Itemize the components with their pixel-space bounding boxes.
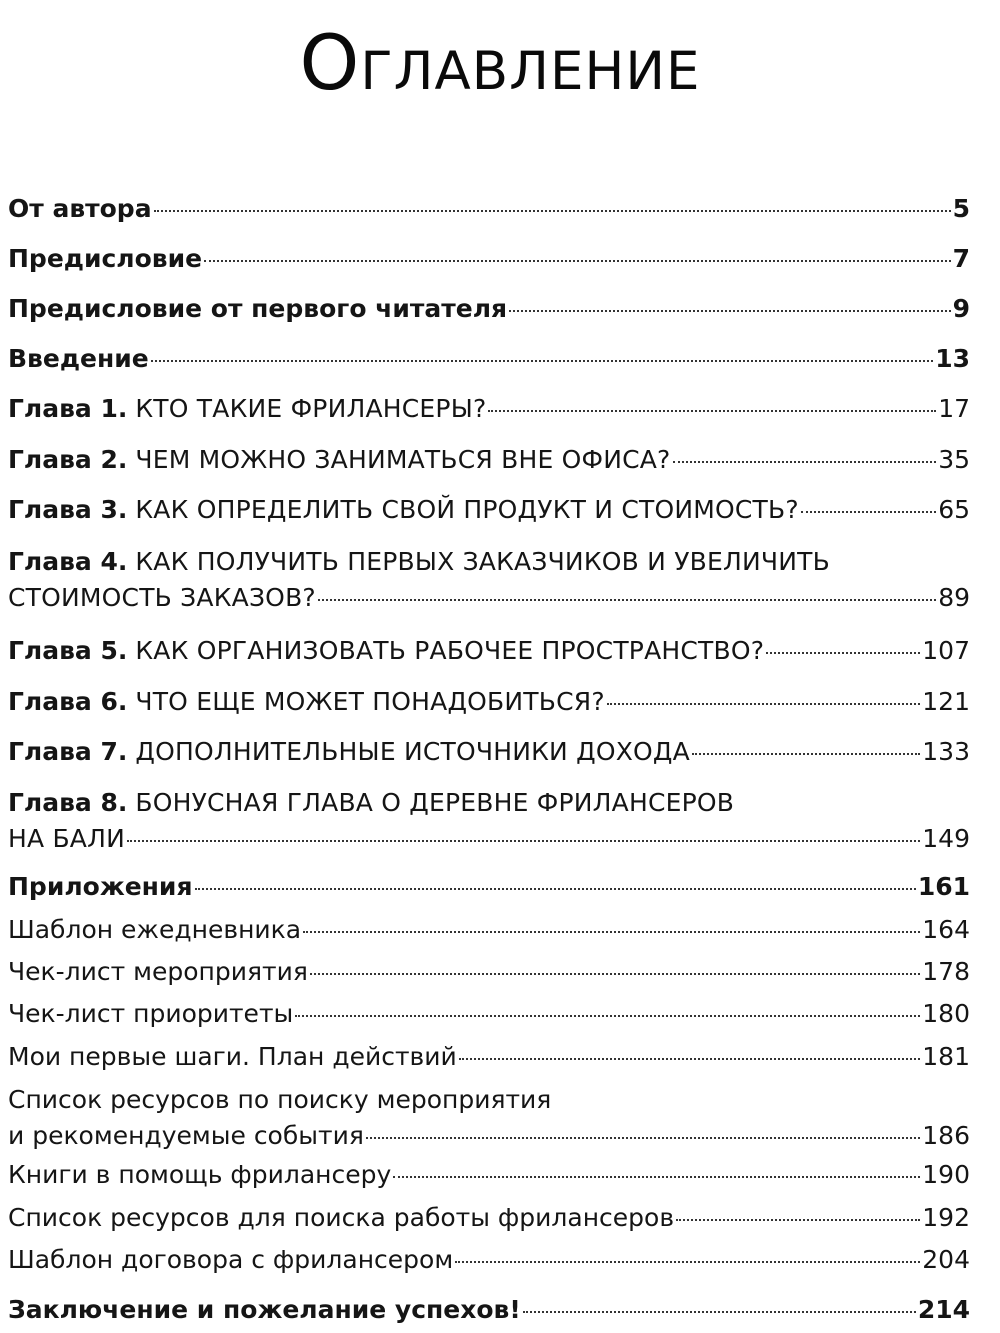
toc-page-number: 17 xyxy=(938,394,970,423)
toc-page-number: 107 xyxy=(922,636,970,665)
chapter-prefix: Глава 2. xyxy=(8,445,128,474)
chapter-title-line-1: КАК ПОЛУЧИТЬ ПЕРВЫХ ЗАКАЗЧИКОВ И УВЕЛИЧИТЬ xyxy=(135,547,830,576)
toc-page-number: 192 xyxy=(922,1203,970,1232)
dot-leader xyxy=(318,599,936,601)
toc-entry-chapter-8[interactable] xyxy=(8,786,970,858)
toc-entry-conclusion[interactable] xyxy=(8,1293,970,1327)
toc-label: От автора xyxy=(8,194,152,223)
dot-leader xyxy=(204,260,951,262)
chapter-prefix: Глава 3. xyxy=(8,495,128,524)
dot-leader xyxy=(195,888,916,890)
toc-page-number: 186 xyxy=(922,1121,970,1150)
toc-page-number: 181 xyxy=(922,1042,970,1071)
chapter-title: КТО ТАКИЕ ФРИЛАНСЕРЫ? xyxy=(135,394,487,423)
dot-leader xyxy=(303,931,920,933)
toc-page-number: 133 xyxy=(922,737,970,766)
toc-entry-chapter-2[interactable] xyxy=(8,443,970,477)
dot-leader xyxy=(393,1176,920,1178)
toc-page-number: 178 xyxy=(922,957,970,986)
toc-entry-chapter-1[interactable] xyxy=(8,392,970,426)
toc-entry-chapter-5[interactable] xyxy=(8,634,970,668)
dot-leader xyxy=(127,840,920,842)
toc-entry-job-resources[interactable] xyxy=(8,1201,970,1235)
toc-label: Список ресурсов для поиска работы фрилансеров xyxy=(8,1203,675,1232)
toc-label: Шаблон договора с фрилансером xyxy=(8,1245,454,1274)
toc-entry-introduction[interactable] xyxy=(8,342,970,376)
toc-entry-planner-template[interactable] xyxy=(8,913,970,947)
dot-leader xyxy=(295,1015,920,1017)
dot-leader xyxy=(607,703,920,705)
toc-label: Предисловие от первого читателя xyxy=(8,294,508,323)
toc-entry-event-checklist[interactable] xyxy=(8,955,970,989)
toc-entry-chapter-3[interactable] xyxy=(8,493,970,527)
toc-entry-first-reader-preface[interactable] xyxy=(8,292,970,326)
toc-page-number: 121 xyxy=(922,687,970,716)
dot-leader xyxy=(676,1219,920,1221)
toc-entry-action-plan[interactable] xyxy=(8,1040,970,1074)
dot-leader xyxy=(673,461,937,463)
chapter-prefix: Глава 6. xyxy=(8,687,128,716)
dot-leader xyxy=(509,310,951,312)
toc-entry-event-resources[interactable] xyxy=(8,1083,970,1155)
dot-leader xyxy=(455,1261,920,1263)
toc-label: Чек-лист приоритеты xyxy=(8,999,294,1028)
chapter-title: КАК ОРГАНИЗОВАТЬ РАБОЧЕЕ ПРОСТРАНСТВО? xyxy=(135,636,765,665)
toc-entry-chapter-7[interactable] xyxy=(8,735,970,769)
toc-entry-priorities-checklist[interactable] xyxy=(8,997,970,1031)
toc-page-number: 9 xyxy=(952,294,970,323)
chapter-title-line-2: СТОИМОСТЬ ЗАКАЗОВ? xyxy=(8,583,316,612)
toc-page-number: 214 xyxy=(917,1295,970,1324)
toc-page-number: 161 xyxy=(917,872,970,901)
chapter-prefix: Глава 1. xyxy=(8,394,128,423)
dot-leader xyxy=(459,1058,921,1060)
toc-page-number: 190 xyxy=(922,1160,970,1189)
toc-entry-chapter-6[interactable] xyxy=(8,685,970,719)
toc-label: Мои первые шаги. План действий xyxy=(8,1042,457,1071)
dot-leader xyxy=(692,753,920,755)
toc-page-number: 149 xyxy=(922,824,970,853)
toc-label-line-2: и рекомендуемые события xyxy=(8,1121,364,1150)
dot-leader xyxy=(523,1311,916,1313)
toc-page-number: 164 xyxy=(922,915,970,944)
toc-entry-contract-template[interactable] xyxy=(8,1243,970,1277)
toc-label: Шаблон ежедневника xyxy=(8,915,302,944)
chapter-prefix: Глава 4. xyxy=(8,547,128,576)
dot-leader xyxy=(488,410,936,412)
chapter-title: ДОПОЛНИТЕЛЬНЫЕ ИСТОЧНИКИ ДОХОДА xyxy=(135,737,690,766)
toc-label: Чек-лист мероприятия xyxy=(8,957,308,986)
toc-page-number: 13 xyxy=(935,344,970,373)
toc-label: Предисловие xyxy=(8,244,203,273)
toc-page-number: 35 xyxy=(938,445,970,474)
toc-label: Заключение и пожелание успехов! xyxy=(8,1295,521,1324)
toc-label: Книги в помощь фрилансеру xyxy=(8,1160,392,1189)
toc-entry-appendices[interactable] xyxy=(8,870,970,904)
chapter-title: ЧТО ЕЩЕ МОЖЕТ ПОНАДОБИТЬСЯ? xyxy=(135,687,605,716)
chapter-title: КАК ОПРЕДЕЛИТЬ СВОЙ ПРОДУКТ И СТОИМОСТЬ? xyxy=(135,495,799,524)
dot-leader xyxy=(801,511,936,513)
dot-leader xyxy=(766,652,920,654)
toc-page-number: 180 xyxy=(922,999,970,1028)
dot-leader xyxy=(366,1137,920,1139)
chapter-title: ЧЕМ МОЖНО ЗАНИМАТЬСЯ ВНЕ ОФИСА? xyxy=(135,445,671,474)
chapter-prefix: Глава 5. xyxy=(8,636,128,665)
toc-entry-chapter-4[interactable] xyxy=(8,545,970,617)
toc-entry-books[interactable] xyxy=(8,1158,970,1192)
toc-label: Введение xyxy=(8,344,149,373)
dot-leader xyxy=(151,360,933,362)
toc-page-number: 5 xyxy=(952,194,970,223)
dot-leader xyxy=(154,210,951,212)
toc-page-number: 89 xyxy=(938,583,970,612)
chapter-prefix: Глава 8. xyxy=(8,788,128,817)
toc-page-number: 65 xyxy=(938,495,970,524)
toc-label-line-1: Список ресурсов по поиску мероприятия xyxy=(8,1085,552,1114)
toc-entry-preface[interactable] xyxy=(8,242,970,276)
toc-entry-from-author[interactable] xyxy=(8,192,970,226)
chapter-title-line-2: НА БАЛИ xyxy=(8,824,126,853)
chapter-prefix: Глава 7. xyxy=(8,737,128,766)
toc-label: Приложения xyxy=(8,872,193,901)
toc-page-number: 7 xyxy=(952,244,970,273)
toc-page-number: 204 xyxy=(922,1245,970,1274)
page-title: Оглавление xyxy=(299,18,701,107)
dot-leader xyxy=(310,973,920,975)
chapter-title-line-1: БОНУСНАЯ ГЛАВА О ДЕРЕВНЕ ФРИЛАНСЕРОВ xyxy=(135,788,735,817)
